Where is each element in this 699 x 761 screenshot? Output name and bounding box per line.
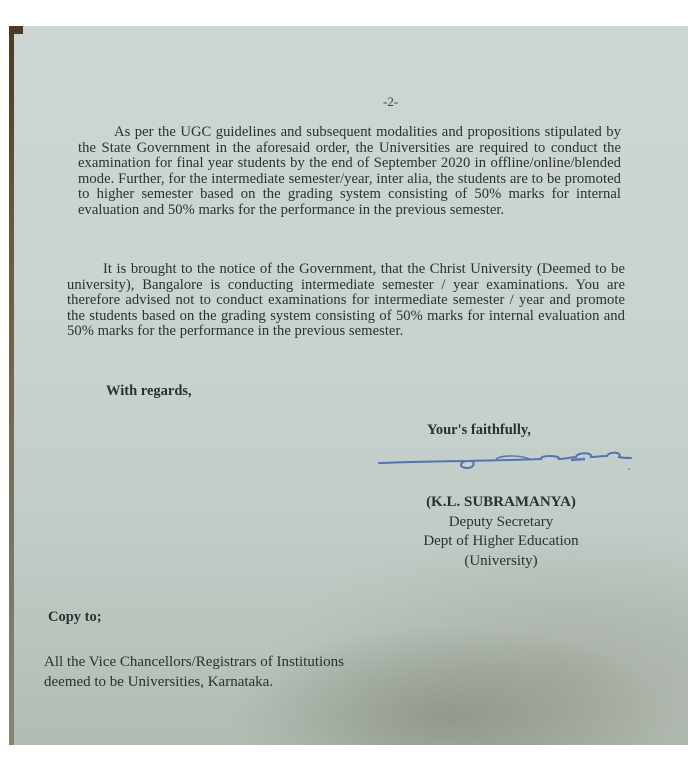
signatory-name: (K.L. SUBRAMANYA) bbox=[426, 494, 576, 510]
paper-corner bbox=[9, 26, 23, 34]
page-number: -2- bbox=[383, 94, 399, 109]
copy-to-heading: Copy to; bbox=[48, 609, 102, 625]
signatory-designation: Deputy Secretary bbox=[448, 513, 554, 530]
signatory-block bbox=[381, 493, 621, 571]
signatory-department: Dept of Higher Education bbox=[423, 533, 579, 549]
signature-icon bbox=[371, 445, 633, 471]
recipient-line: All the Vice Chancellors/Registrars of Institutions bbox=[44, 654, 345, 670]
copy-to-recipients bbox=[44, 652, 344, 692]
paragraph-ugc-guidelines bbox=[78, 125, 621, 219]
closing: Your's faithfully, bbox=[427, 422, 531, 438]
salutation: With regards, bbox=[106, 383, 192, 399]
paragraph-text: It is brought to the notice of the Government, that the Christ University (Deemed to be university), Bangalore is conducting intermediate semester / year examinations. You are therefore advised not to conduct examinations for intermediate semester / year and promote the students based on the grading system consisting of 50% marks for internal evaluation and 50% marks for the performance in the previous semester. bbox=[67, 261, 625, 340]
recipient-line: deemed to be Universities, Karnataka. bbox=[44, 674, 274, 690]
signatory-division: (University) bbox=[464, 552, 538, 569]
paper-left-edge bbox=[9, 26, 14, 745]
paragraph-text: As per the UGC guidelines and subsequent modalities and propositions stipulated by the State Government in the aforesaid order, the Universities are required to conduct the examination for final year students by the end of September 2020 in offline/online/blended mode. Further, for the intermediate semester/year, inter alia, the students are to be promoted to higher semester based on the grading system consisting of 50% marks for internal evaluation and 50% marks for the performance in the previous semester. bbox=[78, 124, 621, 218]
paper-sheet bbox=[9, 26, 688, 745]
paragraph-christ-university-notice bbox=[67, 262, 625, 340]
